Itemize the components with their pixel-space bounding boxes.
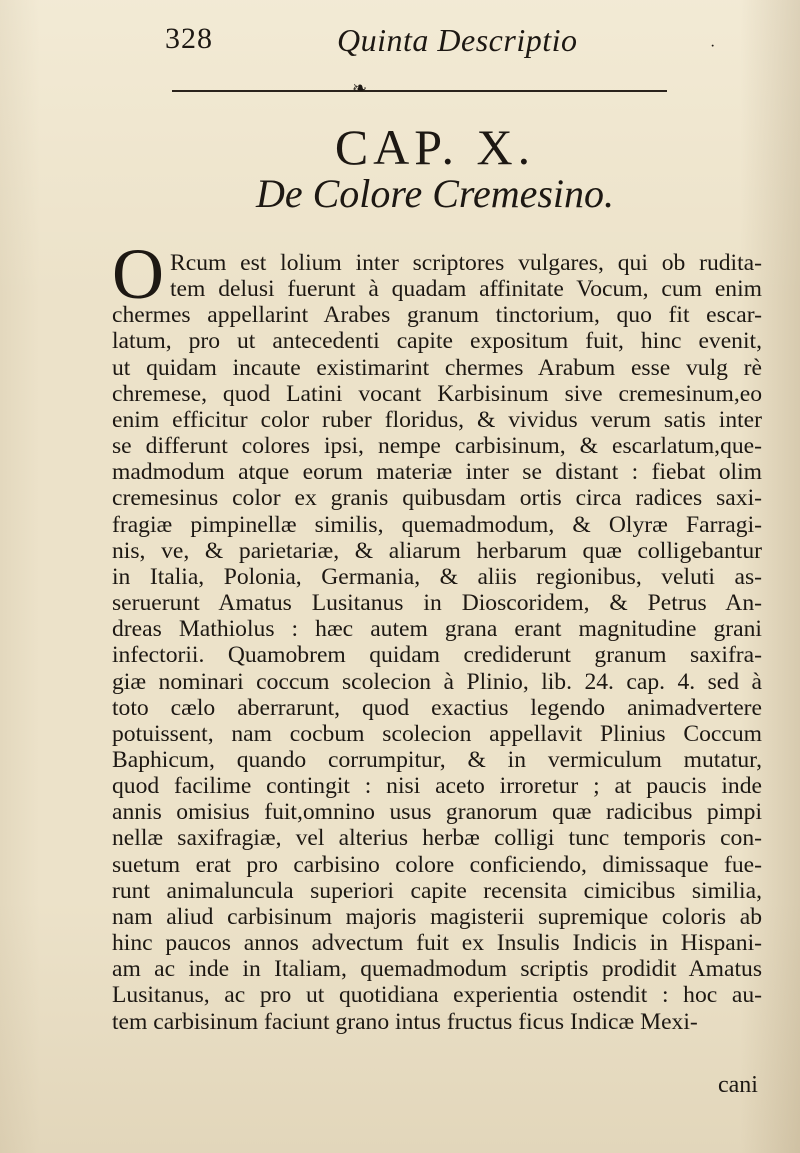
- chapter-number: CAP. X.: [334, 119, 536, 175]
- text-line: annis omisius fuit,omnino usus granorum quæ radicibus pimpi: [112, 799, 762, 826]
- text-line: giæ nominari coccum scolecion à Plinio, lib. 24. cap. 4. sed à: [112, 668, 762, 695]
- text-line: runt animaluncula superiori capite recensita cimicibus similia,: [112, 877, 762, 904]
- text-line: in Italia, Polonia, Germania, & aliis regionibus, veluti as-: [112, 563, 762, 590]
- text-line: madmodum atque eorum materiæ inter se distant : fiebat olim: [112, 459, 762, 486]
- page-number: 328: [165, 22, 213, 55]
- text-line: Lusitanus, ac pro ut quotidiana experientia ostendit : hoc au-: [112, 982, 762, 1009]
- chapter-title: De Colore Cremesino.: [255, 171, 615, 216]
- running-title: Quinta Descriptio: [337, 22, 578, 58]
- text-line: Rcum est lolium inter scriptores vulgares, qui ob rudita-: [170, 250, 762, 276]
- text-line: hinc paucos annos advectum fuit ex Insulis Indicis in Hispani-: [112, 930, 762, 957]
- text-line: chremese, quod Latini vocant Karbisinum sive cremesinum,eo: [112, 380, 762, 407]
- text-line: quod facilime contingit : nisi aceto irroretur ; at paucis inde: [112, 773, 762, 800]
- text-line: am ac inde in Italiam, quemadmodum scriptis prodidit Amatus: [112, 956, 762, 983]
- text-line: chermes appellarint Arabes granum tinctorium, quo fit escar-: [112, 302, 762, 329]
- header-rule: [172, 90, 667, 92]
- body-text: [112, 250, 762, 1035]
- text-line: ut quidam incaute existimarint chermes Arabum esse vulg rè: [112, 354, 762, 381]
- text-line: suetum erat pro carbisino colore conficiendo, dimissaque fue-: [112, 851, 762, 878]
- text-line: enim efficitur color ruber floridus, & vividus verum satis inter: [112, 406, 762, 433]
- text-line: toto cælo aberrarunt, quod exactius legendo animadvertere: [112, 694, 762, 721]
- text-line: nellæ saxifragiæ, vel alterius herbæ colligi tunc temporis con-: [112, 825, 762, 852]
- text-line: cremesinus color ex granis quibusdam ortis circa radices saxi-: [112, 485, 762, 512]
- page-header: [165, 20, 725, 70]
- text-line: nis, ve, & parietariæ, & aliarum herbarum quæ colligebantur: [112, 537, 762, 564]
- text-line: se differunt colores ipsi, nempe carbisinum, & escarlatum,que-: [112, 433, 762, 460]
- text-line: tem carbisinum faciunt grano intus fructus ficus Indicæ Mexi-: [112, 1008, 698, 1035]
- rule-ornament-icon: ❧: [352, 78, 368, 98]
- header-mark: ·: [710, 38, 716, 55]
- drop-cap: O: [112, 234, 164, 314]
- text-line: latum, pro ut antecedenti capite expositum fuit, hinc evenit,: [112, 328, 762, 355]
- text-line: Baphicum, quando corrumpitur, & in vermiculum mutatur,: [112, 746, 762, 773]
- catchword: cani: [718, 1072, 758, 1098]
- text-line: potuissent, nam cocbum scolecion appellavit Plinius Coccum: [112, 720, 762, 747]
- text-line: infectorii. Quamobrem quidam crediderunt granum saxifra-: [112, 642, 762, 669]
- text-line: fragiæ pimpinellæ similis, quemadmodum, & Olyræ Farragi-: [112, 511, 762, 538]
- text-line: nam aliud carbisinum majoris magisterii supremique coloris ab: [112, 903, 762, 930]
- text-line: seruerunt Amatus Lusitanus in Dioscoridem, & Petrus An-: [112, 590, 762, 617]
- text-line: dreas Mathiolus : hæc autem grana erant magnitudine grani: [112, 616, 762, 643]
- text-line: tem delusi fuerunt à quadam affinitate Vocum, cum enim: [170, 276, 762, 303]
